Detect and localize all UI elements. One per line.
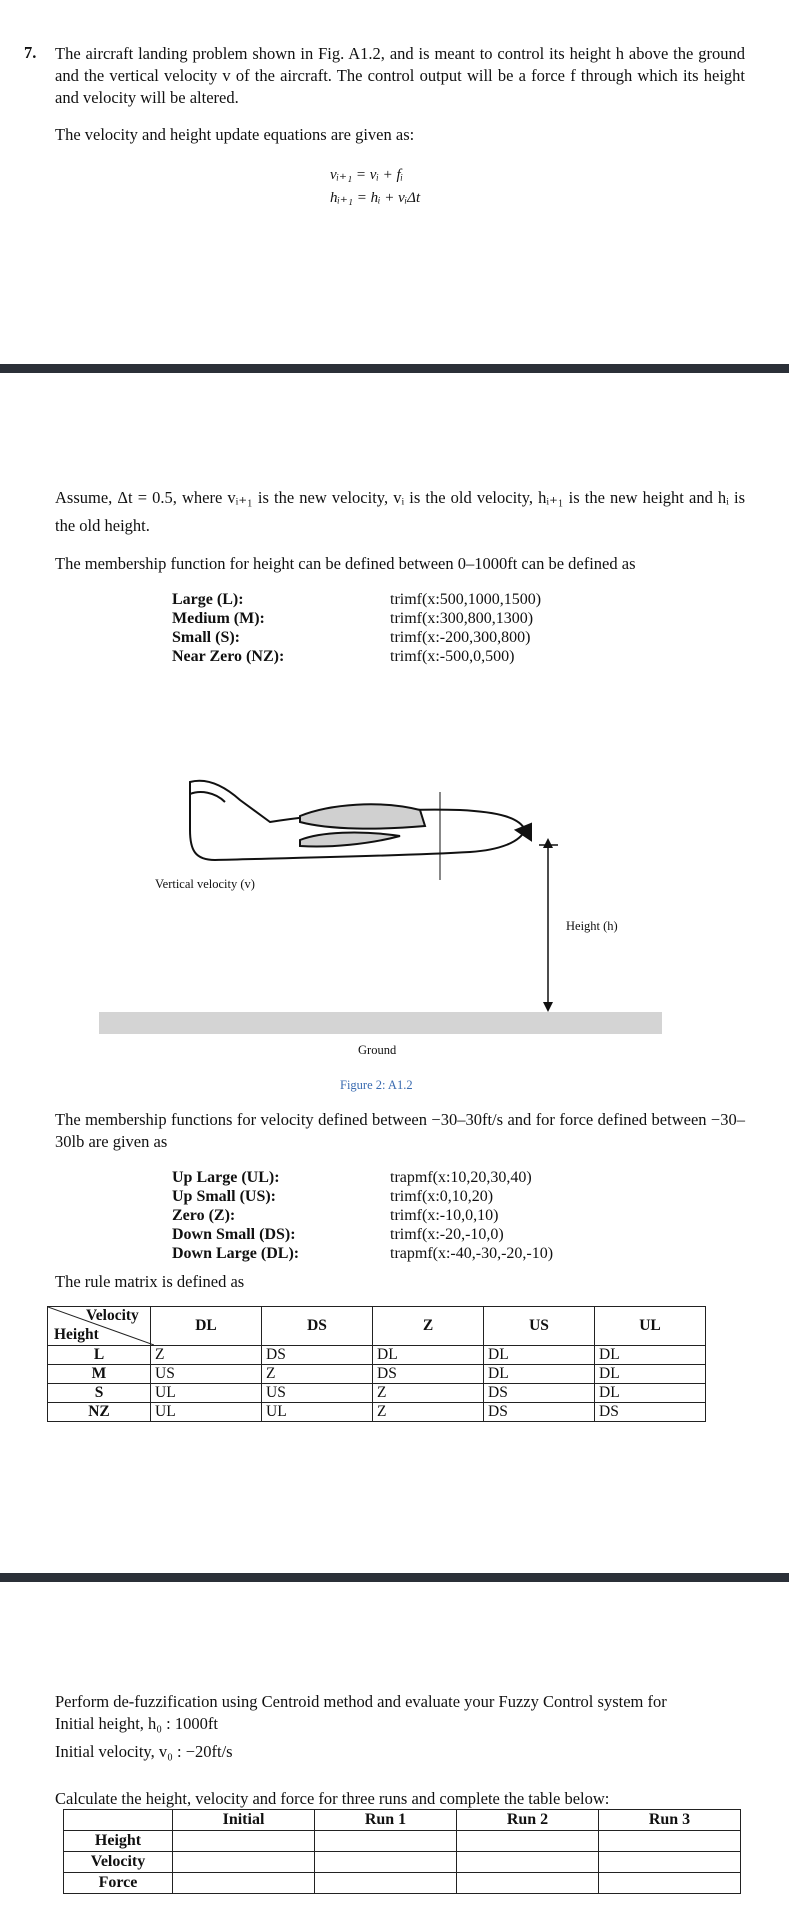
run-col-header: Run 2: [457, 1810, 599, 1831]
height-mf-row: [172, 590, 541, 609]
run-col-header: Run 1: [315, 1810, 457, 1831]
rule-cell: Z: [373, 1403, 484, 1422]
assume-text: Assume, Δt = 0.5, where vᵢ₊₁ is the new velocity, vᵢ is the old velocity, hᵢ₊₁ is the new height and hᵢ is the old height.: [55, 488, 745, 535]
mf-name: Medium (M):: [172, 610, 265, 627]
table-intro: Calculate the height, velocity and force for three runs and complete the table below:: [55, 1789, 610, 1808]
rule-cell: DS: [373, 1365, 484, 1384]
run-row: [64, 1873, 741, 1894]
equations-intro: The velocity and height update equations are given as:: [55, 125, 415, 144]
rule-row: [48, 1346, 706, 1365]
rule-row: [48, 1384, 706, 1403]
mf-function: trimf(x:0,10,20): [390, 1188, 494, 1205]
height-mf-intro: The membership function for height can be defined between 0–1000ft can be defined as: [55, 554, 636, 573]
velocity-mf-row: [172, 1206, 553, 1225]
task-line-3: Initial velocity, v₀ : −20ft/s: [55, 1742, 233, 1761]
height-equation: hᵢ₊₁ = hᵢ + vᵢΔt: [330, 190, 421, 206]
velocity-mf-row: [172, 1244, 553, 1263]
rule-cell: UL: [262, 1403, 373, 1422]
height-mf-row: [172, 647, 541, 666]
rule-row-label: M: [48, 1365, 151, 1384]
run-cell-empty[interactable]: [457, 1873, 599, 1894]
rule-row: [48, 1365, 706, 1384]
run-row-label: Velocity: [64, 1852, 173, 1873]
run-row: [64, 1852, 741, 1873]
mf-function: trapmf(x:10,20,30,40): [390, 1169, 532, 1186]
run-row: [64, 1831, 741, 1852]
mf-name: Down Small (DS):: [172, 1226, 296, 1243]
corner-velocity: Velocity: [86, 1307, 139, 1324]
height-mf-row: [172, 609, 541, 628]
run-cell-empty[interactable]: [173, 1873, 315, 1894]
run-cell-empty[interactable]: [457, 1831, 599, 1852]
rule-matrix-table: [47, 1306, 706, 1422]
page-divider: [0, 1573, 789, 1582]
rule-cell: UL: [151, 1384, 262, 1403]
rule-col-header: US: [484, 1307, 595, 1346]
velocity-mf-row: [172, 1168, 553, 1187]
question-number: 7.: [24, 43, 37, 62]
figure-caption: Figure 2: A1.2: [340, 1078, 413, 1092]
run-cell-empty[interactable]: [315, 1873, 457, 1894]
rule-cell: UL: [151, 1403, 262, 1422]
run-cell-empty[interactable]: [315, 1831, 457, 1852]
run-row-label: Height: [64, 1831, 173, 1852]
run-cell-empty[interactable]: [599, 1831, 741, 1852]
rule-cell: DS: [484, 1403, 595, 1422]
velocity-mf-row: [172, 1225, 553, 1244]
mf-function: trimf(x:-10,0,10): [390, 1207, 499, 1224]
height-label: Height (h): [566, 919, 618, 933]
mf-function: trimf(x:-200,300,800): [390, 629, 531, 646]
velocity-mf-intro: The membership functions for velocity defined between −30–30ft/s and for force defined between −30–30lb are given as: [55, 1110, 745, 1151]
aircraft-icon: [190, 781, 531, 880]
task-line-2: Initial height, h₀ : 1000ft: [55, 1714, 218, 1733]
run-cell-empty[interactable]: [457, 1852, 599, 1873]
mf-name: Up Large (UL):: [172, 1169, 280, 1186]
task-line-1: Perform de-fuzzification using Centroid method and evaluate your Fuzzy Control system for: [55, 1692, 667, 1711]
rule-cell: DL: [595, 1384, 706, 1403]
mf-function: trimf(x:-500,0,500): [390, 648, 515, 665]
rule-row-label: S: [48, 1384, 151, 1403]
rule-cell: DS: [484, 1384, 595, 1403]
run-col-header: Run 3: [599, 1810, 741, 1831]
rule-row-label: L: [48, 1346, 151, 1365]
mf-name: Large (L):: [172, 591, 244, 608]
rule-cell: DS: [262, 1346, 373, 1365]
rule-cell: DL: [595, 1346, 706, 1365]
ground-label: Ground: [358, 1043, 397, 1057]
mf-function: trimf(x:-20,-10,0): [390, 1226, 504, 1243]
run-table-corner: [64, 1810, 173, 1831]
rule-cell: Z: [262, 1365, 373, 1384]
run-cell-empty[interactable]: [599, 1852, 741, 1873]
corner-height: Height: [54, 1326, 99, 1343]
velocity-equation: vᵢ₊₁ = vᵢ + fᵢ: [330, 167, 403, 183]
run-cell-empty[interactable]: [315, 1852, 457, 1873]
mf-name: Near Zero (NZ):: [172, 648, 285, 665]
rule-col-header: Z: [373, 1307, 484, 1346]
velocity-mf-table: [172, 1168, 553, 1263]
aircraft-figure: [0, 770, 789, 1070]
rule-cell: DL: [484, 1365, 595, 1384]
mf-function: trimf(x:300,800,1300): [390, 610, 534, 627]
rule-cell: DL: [484, 1346, 595, 1365]
rule-cell: Z: [151, 1346, 262, 1365]
rule-cell: DS: [595, 1403, 706, 1422]
run-cell-empty[interactable]: [173, 1852, 315, 1873]
height-mf-table: [172, 590, 541, 666]
ground-bar: [99, 1012, 662, 1034]
question-intro: The aircraft landing problem shown in Fig. A1.2, and is meant to control its height h above the ground and the vertical velocity v of the aircraft. The control output will be a force f through which its height and velocity will be altered.: [55, 44, 745, 107]
mf-name: Small (S):: [172, 629, 240, 646]
page-divider: [0, 364, 789, 373]
vertical-velocity-label: Vertical velocity (v): [155, 877, 255, 891]
run-results-table: [63, 1809, 741, 1894]
rule-col-header: DL: [151, 1307, 262, 1346]
height-mf-row: [172, 628, 541, 647]
rule-cell: US: [151, 1365, 262, 1384]
rule-col-header: DS: [262, 1307, 373, 1346]
run-row-label: Force: [64, 1873, 173, 1894]
rule-cell: DL: [373, 1346, 484, 1365]
run-col-header: Initial: [173, 1810, 315, 1831]
mf-name: Zero (Z):: [172, 1207, 236, 1224]
mf-function: trapmf(x:-40,-30,-20,-10): [390, 1245, 554, 1262]
rule-cell: US: [262, 1384, 373, 1403]
rule-row-label: NZ: [48, 1403, 151, 1422]
run-cell-empty[interactable]: [599, 1873, 741, 1894]
rule-cell: DL: [595, 1365, 706, 1384]
rule-corner: [48, 1307, 151, 1346]
mf-name: Down Large (DL):: [172, 1245, 300, 1262]
rule-intro: The rule matrix is defined as: [55, 1272, 245, 1291]
rule-cell: Z: [373, 1384, 484, 1403]
rule-col-header: UL: [595, 1307, 706, 1346]
velocity-mf-row: [172, 1187, 553, 1206]
mf-function: trimf(x:500,1000,1500): [390, 591, 542, 608]
mf-name: Up Small (US):: [172, 1188, 277, 1205]
run-cell-empty[interactable]: [173, 1831, 315, 1852]
rule-row: [48, 1403, 706, 1422]
